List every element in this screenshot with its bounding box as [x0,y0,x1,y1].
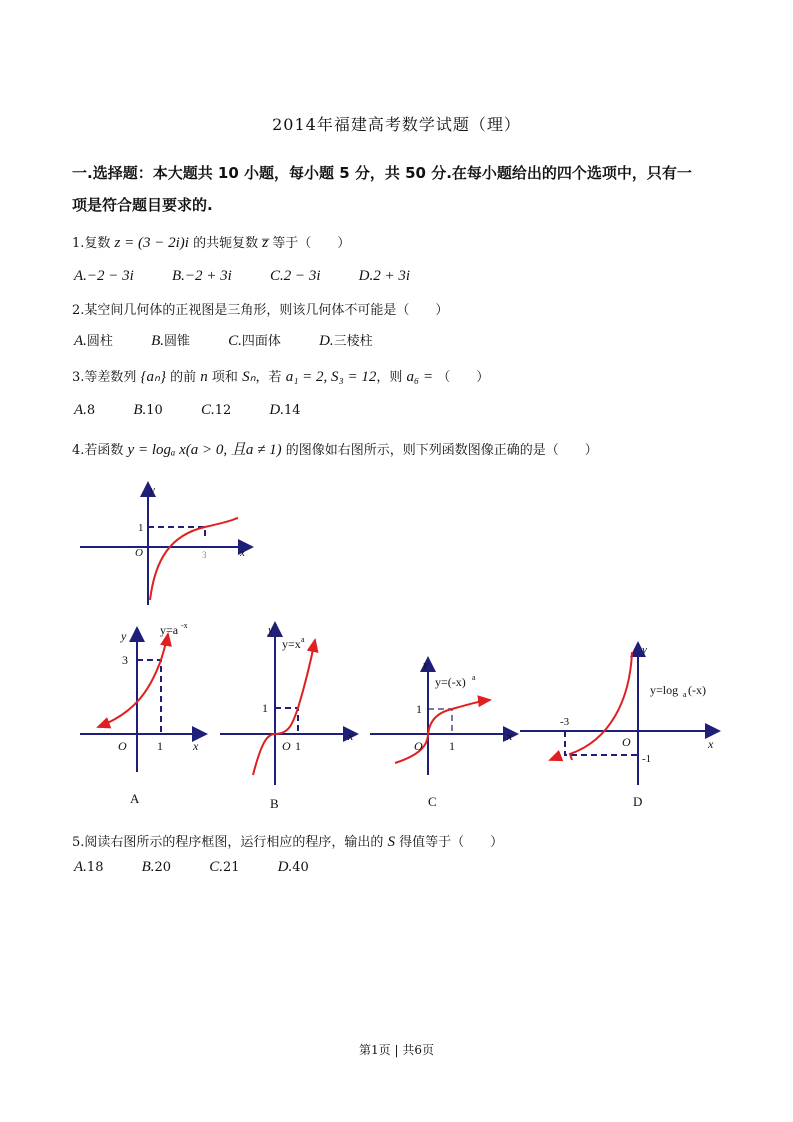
option-b: B.10 [133,402,163,418]
svg-text:1: 1 [449,739,455,753]
svg-text:y=(-x): y=(-x) [435,675,466,689]
svg-text:x: x [193,739,199,753]
graph-a-curve-up [161,634,168,660]
svg-text:1: 1 [416,702,422,716]
svg-text:B: B [270,796,279,811]
svg-text:A: A [130,791,140,806]
option-b: B.−2 + 3i [171,268,232,284]
graph-a-axes [80,630,204,772]
svg-text:O: O [414,739,423,753]
question-4: 4.若函数 y = logₐ x(a > 0, 且a ≠ 1) 的图像如右图所示，则下列函数图像正确的是（ ） [72,442,598,458]
option-a: A.圆柱 [74,333,113,349]
svg-text:1: 1 [157,739,163,753]
svg-text:(-x): (-x) [688,683,706,697]
svg-text:y: y [642,644,647,656]
question-5: 5.阅读右图所示的程序框图，运行相应的程序，输出的 S 得值等于（ ） [72,834,504,850]
option-a: A.−2 − 3i [74,268,134,284]
svg-text:3: 3 [202,550,207,560]
option-d: D.14 [269,402,301,418]
svg-text:y=a: y=a [160,623,179,637]
svg-text:y: y [268,624,273,636]
option-b: B.20 [141,859,172,875]
svg-text:1: 1 [295,739,301,753]
svg-text:x: x [240,547,245,559]
graph-d-axes [520,645,717,785]
svg-text:1: 1 [262,701,268,715]
svg-text:-1: -1 [642,753,652,765]
question-1: 1.复数 z = (3 − 2i)i 的共轭复数 z̅ 等于（ ） [72,235,351,251]
svg-text:D: D [633,794,643,809]
svg-text:y: y [423,659,428,671]
main-curve [150,518,238,600]
option-c: C.21 [209,859,240,875]
svg-text:O: O [282,739,291,753]
section-heading-cont: 项是符合题目要求的. [72,196,213,214]
svg-text:C: C [428,794,437,809]
main-graph-axes [80,485,250,605]
svg-text:O: O [135,547,143,559]
svg-text:a: a [683,690,687,699]
svg-text:y=x: y=x [282,637,301,651]
option-a: A.18 [74,859,104,875]
svg-text:O: O [622,735,631,749]
graph-a-curve [98,660,161,727]
option-d: D.40 [277,859,309,875]
svg-text:x: x [507,729,513,743]
svg-text:x: x [708,737,714,751]
svg-text:O: O [118,739,127,753]
option-a: A.8 [74,402,96,418]
svg-text:3: 3 [122,653,128,667]
svg-text:1: 1 [138,522,144,534]
page-title: 2014年福建高考数学试题（理） [272,115,521,134]
option-b: B.圆锥 [151,333,191,349]
question-3: 3.等差数列 {aₙ} 的前 n 项和 Sₙ，若 a₁ = 2, S₃ = 12，则 a₆ = （ ） [72,369,490,385]
svg-text:x: x [348,729,354,743]
section-heading: 一.选择题：本大题共 10 小题，每小题 5 分，共 50 分.在每小题给出的四个选项中，只有一 [72,164,692,182]
svg-text:-3: -3 [560,716,570,728]
question-2: 2.某空间几何体的正视图是三角形，则该几何体不可能是（ ） [72,303,449,318]
svg-text:y=log: y=log [650,683,679,697]
svg-text:y: y [150,484,155,496]
page-footer: 第1页 | 共6页 [359,1043,434,1057]
option-c: C.四面体 [228,333,281,349]
question-5-options [74,859,343,876]
svg-text:y: y [121,629,127,643]
option-c: C.12 [200,402,232,418]
svg-text:-x: -x [181,621,188,630]
option-d: D.三棱柱 [319,333,373,349]
svg-text:a: a [472,673,476,682]
option-d: D.2 + 3i [358,268,411,284]
option-c: C.2 − 3i [269,268,321,284]
svg-text:a: a [301,635,305,644]
